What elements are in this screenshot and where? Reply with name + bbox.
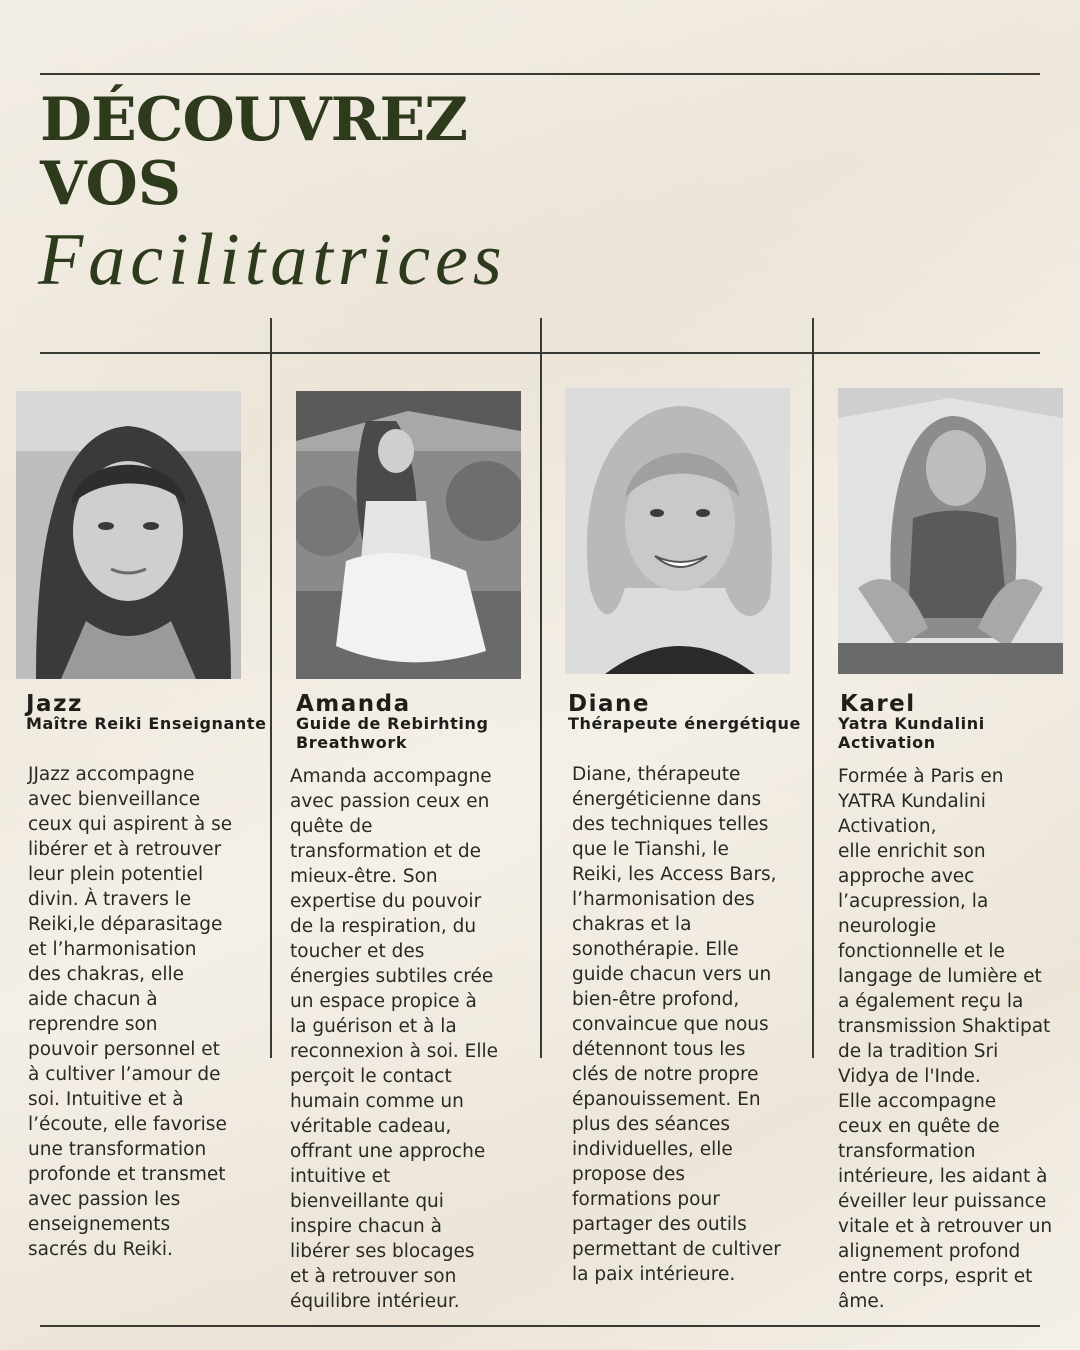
facilitator-bio-karel: Formée à Paris en YATRA Kundalini Activation, elle enrichit son approche avec l’acupression, la neurologie fonctionnelle et le langage de lumière et a également reçu la transmission Shaktipat de la tradition Sri Vidya de l'Inde. Elle accompagne ceux en quête de transformation intérieure, les aidant à éveiller leur puissance vitale et à retrouver un alignement profond entre corps, esprit et âme. [838,766,1053,1312]
facilitator-role-amanda: Guide de Rebirhting Breathwork [296,714,489,752]
facilitator-role-jazz: Maître Reiki Enseignante [26,714,267,733]
facilitator-name-jazz: Jazz [26,691,83,717]
portrait-photo-jazz [16,391,241,679]
page-title-line1: DÉCOUVREZ [40,85,468,155]
facilitator-name-karel: Karel [840,691,916,717]
facilitator-bio-amanda: Amanda accompagne avec passion ceux en quête de transformation et de mieux-être. Son expertise du pouvoir de la respiration, du toucher et des énergies subtiles crée un espace propice à la guérison et à la reconnexion à soi. Elle perçoit le contact humain comme un véritable cadeau, offrant une approche intuitive et bienveillante qui inspire chacun à libérer ses blocages et à retrouver son équilibre intérieur. [290,766,499,1312]
facilitator-role-karel: Yatra Kundalini Activation [838,714,985,752]
facilitator-bio-diane: Diane, thérapeute énergéticienne dans des techniques telles que le Tianshi, le Reiki, les Access Bars, l’harmonisation des chakras et la sonothérapie. Elle guide chacun vers un bien-être profond, convaincue que nous détennont tous les clés de notre propre épanouissement. En plus des séances individuelles, elle propose des formations pour partager des outils permettant de cultiver la paix intérieure. [572,764,781,1285]
column-divider [270,318,272,1058]
column-divider [540,318,542,1058]
facilitator-bio-jazz: JJazz accompagne avec bienveillance ceux qui aspirent à se libérer et à retrouver leur plein potentiel divin. À travers le Reiki,le déparasitage et l’harmonisation des chakras, elle aide chacun à reprendre son pouvoir personnel et à cultiver l’amour de soi. Intuitive et à l’écoute, elle favorise une transformation profonde et transmet avec passion les enseignements sacrés du Reiki. [28,764,233,1260]
page-title-line2: VOS [40,149,182,219]
facilitator-role-diane: Thérapeute énergétique [568,714,801,733]
column-divider [812,318,814,1058]
portrait-photo-amanda [296,391,521,679]
facilitator-name-diane: Diane [568,691,650,717]
portrait-photo-karel [838,388,1063,674]
facilitator-name-amanda: Amanda [296,691,411,717]
bottom-divider [40,1325,1040,1327]
portrait-photo-diane [565,388,790,674]
page-title-script: Facilitatrices [38,219,507,301]
top-divider [40,73,1040,75]
